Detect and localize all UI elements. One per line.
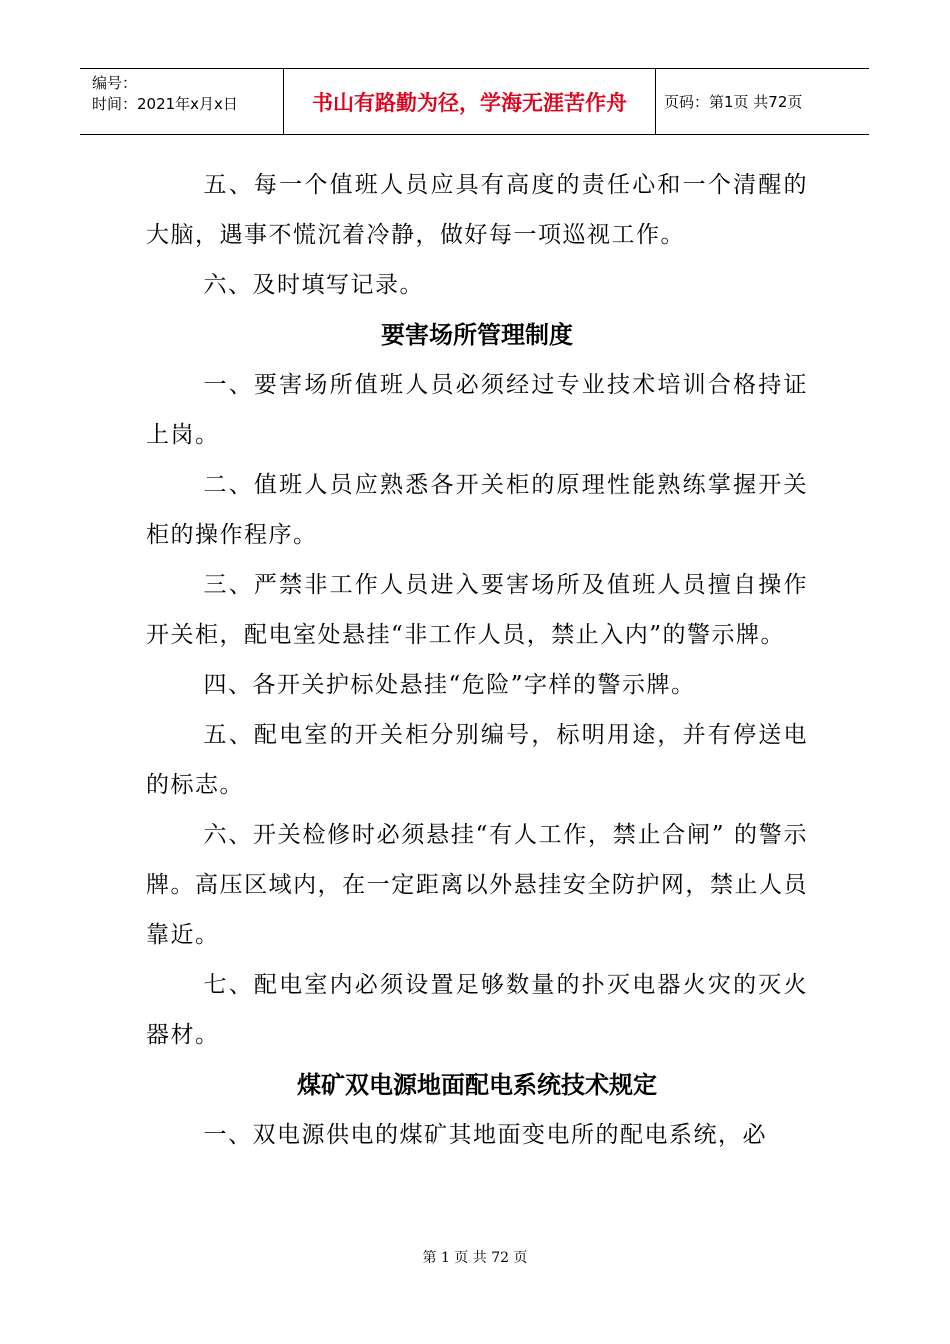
paragraph: 二、值班人员应熟悉各开关柜的原理性能熟练掌握开关柜的操作程序。	[146, 472, 808, 548]
section-heading: 要害场所管理制度	[381, 321, 573, 349]
paragraph: 一、双电源供电的煤矿其地面变电所的配电系统，必	[203, 1122, 767, 1148]
paragraph: 三、严禁非工作人员进入要害场所及值班人员擅自操作开关柜，配电室处悬挂“非工作人员，禁止入内”的警示牌。	[146, 572, 808, 648]
header-time-label: 时间：2021年x月x日	[92, 95, 238, 113]
paragraph: 一、要害场所值班人员必须经过专业技术培训合格持证上岗。	[146, 372, 808, 448]
paragraph: 五、每一个值班人员应具有高度的责任心和一个清醒的大脑，遇事不慌沉着冷静，做好每一项巡视工作。	[146, 172, 808, 248]
paragraph: 七、配电室内必须设置足够数量的扑灭电器火灾的灭火器材。	[146, 972, 808, 1048]
header-meta	[80, 69, 283, 134]
paragraph: 五、配电室的开关柜分别编号，标明用途，并有停送电的标志。	[146, 722, 808, 798]
page-footer: 第 1 页 共 72 页	[422, 1250, 528, 1266]
header-number-label: 编号：	[92, 74, 138, 92]
header-motto: 书山有路勤为径，学海无涯苦作舟	[283, 69, 656, 134]
paragraph: 六、及时填写记录。	[203, 272, 424, 298]
paragraph: 六、开关检修时必须悬挂“有人工作，禁止合闸” 的警示牌。高压区域内，在一定距离以外悬挂安全防护网，禁止人员靠近。	[146, 822, 808, 948]
header-page-info: 页码：第1页 共72页	[664, 93, 803, 111]
section-heading: 煤矿双电源地面配电系统技术规定	[297, 1071, 657, 1099]
paragraph: 四、各开关护标处悬挂“危险”字样的警示牌。	[203, 672, 696, 698]
page-header	[80, 68, 869, 135]
document-body	[146, 160, 808, 1160]
